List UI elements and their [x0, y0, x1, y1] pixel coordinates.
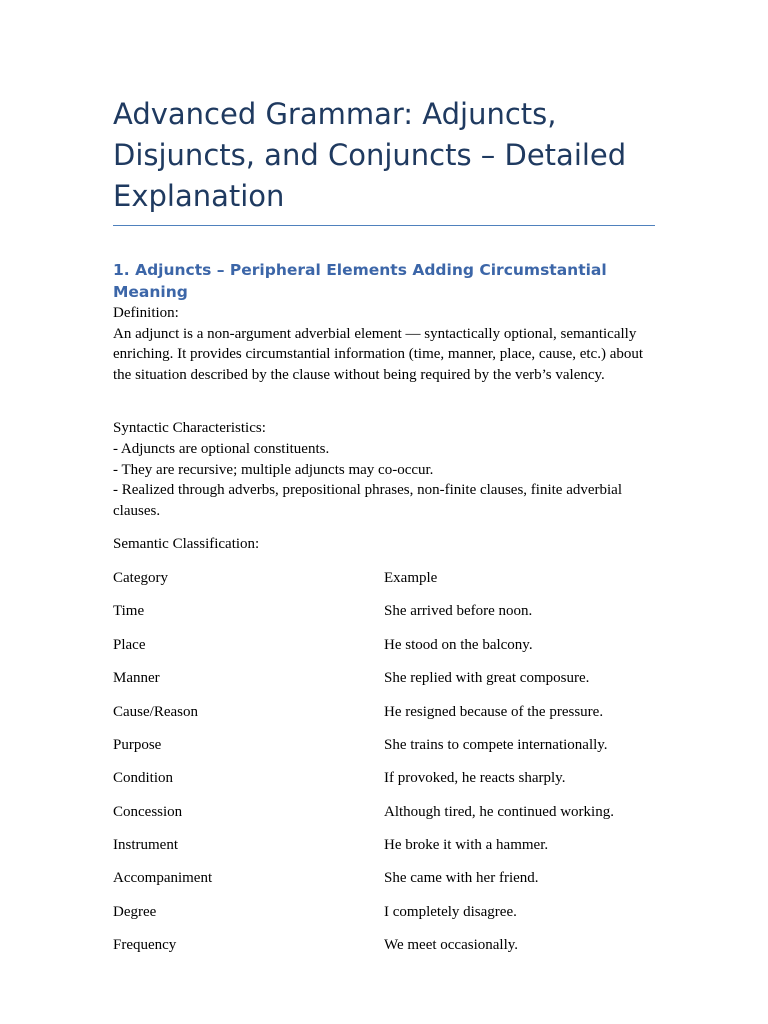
- table-cell-example: We meet occasionally.: [384, 937, 519, 954]
- table-cell-category: Frequency: [113, 937, 177, 954]
- definition-text: An adjunct is a non-argument adverbial element — syntactically optional, semantically enriching. It provides circumstantial information (time, manner, place, cause, etc.) about the situation described by the clause without being required by the verb’s valency.: [113, 325, 644, 383]
- table-cell-category: Concession: [113, 803, 183, 820]
- table-row: [113, 702, 655, 735]
- document-title: Advanced Grammar: Adjuncts, Disjuncts, and Conjuncts – Detailed Explanation: [113, 94, 655, 226]
- table-cell-category: Time: [113, 603, 145, 620]
- document-page: [113, 94, 655, 969]
- table-row: [113, 868, 655, 901]
- syntactic-point: - Adjuncts are optional constituents.: [113, 440, 330, 457]
- table-cell-example: If provoked, he reacts sharply.: [384, 770, 566, 787]
- table-cell-category: Cause/Reason: [113, 703, 198, 720]
- table-cell-category: Accompaniment: [113, 870, 213, 887]
- table-cell-category: Purpose: [113, 736, 162, 753]
- table-cell-category: Condition: [113, 770, 174, 787]
- table-cell-category: Instrument: [113, 837, 178, 854]
- table-row: [113, 768, 655, 801]
- table-cell-example: I completely disagree.: [384, 903, 517, 920]
- table-row: [113, 668, 655, 701]
- table-cell-example: He stood on the balcony.: [384, 636, 533, 653]
- table-cell-example: He broke it with a hammer.: [384, 837, 549, 854]
- table-row: [113, 635, 655, 668]
- definition-label: Definition:: [113, 305, 179, 321]
- syntactic-point: - They are recursive; multiple adjuncts may co-occur.: [113, 461, 434, 478]
- table-cell-category: Degree: [113, 903, 157, 920]
- table-cell-example: He resigned because of the pressure.: [384, 703, 604, 720]
- table-cell-category: Place: [113, 636, 146, 653]
- table-row: [113, 835, 655, 868]
- semantic-classification-table: [113, 568, 655, 969]
- semantic-label: Semantic Classification:: [113, 536, 260, 553]
- table-row: [113, 735, 655, 768]
- table-header-example: Example: [384, 569, 438, 586]
- syntactic-characteristics: [113, 418, 655, 521]
- table-cell-example: She replied with great composure.: [384, 670, 590, 687]
- table-cell-example: Although tired, he continued working.: [384, 803, 614, 820]
- table-row: [113, 902, 655, 935]
- table-row: [113, 935, 655, 968]
- syntactic-point: - Realized through adverbs, prepositional phrases, non-finite clauses, finite adverbial clauses.: [113, 482, 623, 519]
- table-cell-example: She trains to compete internationally.: [384, 736, 608, 753]
- table-header-category: Category: [113, 569, 168, 586]
- table-row: [113, 601, 655, 634]
- syntactic-label: Syntactic Characteristics:: [113, 420, 266, 437]
- section-heading-adjuncts: 1. Adjuncts – Peripheral Elements Adding Circumstantial Meaning: [113, 261, 607, 301]
- table-row: [113, 802, 655, 835]
- table-cell-example: She came with her friend.: [384, 870, 539, 887]
- table-header-row: [113, 568, 655, 601]
- table-cell-example: She arrived before noon.: [384, 603, 533, 620]
- table-cell-category: Manner: [113, 670, 160, 687]
